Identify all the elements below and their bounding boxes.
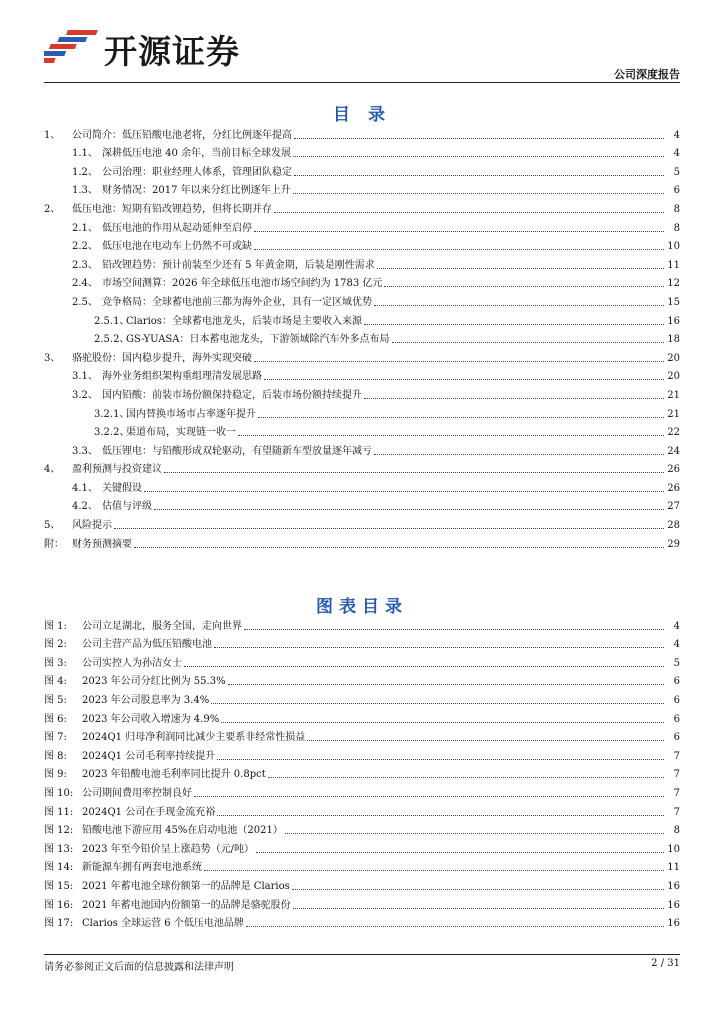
toc-entry-page: 4 [673, 129, 680, 141]
figure-entry-text: 公司实控人为孙洁女士 [82, 657, 182, 669]
toc-entry-label [44, 427, 236, 439]
figure-entry-label [44, 900, 291, 912]
dot-leader [384, 286, 664, 287]
figure-entry[interactable] [44, 819, 680, 838]
toc-entry-page: 20 [667, 352, 680, 364]
toc-entry-label [44, 278, 382, 290]
dot-leader [293, 193, 664, 194]
figure-entry-label [44, 825, 283, 837]
toc-entry[interactable] [44, 253, 680, 272]
logo-bar [66, 30, 98, 35]
toc-entry-label [44, 520, 112, 532]
brand-name: 开源证券 [104, 32, 240, 71]
dot-leader [256, 852, 664, 853]
toc-entry-number: 1.2、 [72, 166, 98, 178]
toc-entry-page: 22 [667, 427, 680, 439]
toc-entry-page: 4 [673, 148, 680, 160]
figure-entry-label [44, 658, 182, 670]
toc-entry-page: 11 [667, 259, 680, 271]
dot-leader [228, 684, 664, 685]
page-number: 2 / 31 [651, 958, 680, 969]
toc-entry-label [44, 148, 291, 160]
toc-entry[interactable] [44, 216, 680, 235]
toc-entry[interactable] [44, 160, 680, 179]
dot-leader [293, 156, 664, 157]
kaiyuan-logo-icon [44, 24, 104, 68]
toc-entry-page: 26 [667, 464, 680, 476]
figure-entry-page: 7 [673, 769, 680, 781]
toc-entry-text: 财务预测摘要 [72, 538, 132, 550]
toc-entry-label [44, 390, 362, 402]
figure-entry-number: 图 11: [44, 806, 74, 818]
toc-entry-label [44, 539, 132, 551]
figure-entry-label [44, 621, 242, 633]
report-type: 公司深度报告 [614, 68, 680, 81]
toc-entry-page: 28 [667, 520, 680, 532]
figure-entry[interactable] [44, 874, 680, 893]
dot-leader [292, 889, 664, 890]
toc-entry-text: 财务情况：2017 年以来分红比例逐年上升 [102, 185, 291, 197]
toc-entry[interactable] [44, 532, 680, 551]
dot-leader [214, 647, 664, 648]
dot-leader [377, 268, 664, 269]
toc-entry[interactable] [44, 458, 680, 477]
dot-leader [238, 435, 664, 436]
dot-leader [294, 175, 664, 176]
dot-leader [274, 212, 664, 213]
toc-entry-label [44, 204, 272, 216]
toc-entry[interactable] [44, 495, 680, 514]
figure-entry-number: 图 5: [44, 694, 67, 706]
dot-leader [264, 379, 664, 380]
figure-entry[interactable] [44, 614, 680, 633]
figure-entry-text: 2023 年铅酸电池毛利率同比提升 0.8pct [82, 769, 266, 781]
dot-leader [364, 398, 664, 399]
figure-entry-label [44, 881, 290, 893]
figure-entry-label [44, 788, 192, 800]
toc-entry-label [44, 241, 252, 253]
toc-entry-number: 3.1、 [72, 371, 98, 383]
toc-entry[interactable] [44, 309, 680, 328]
figure-entry-number: 图 17: [44, 918, 74, 930]
toc-entry-page: 21 [667, 408, 680, 420]
dot-leader [307, 740, 664, 741]
toc-entry-page: 16 [667, 315, 680, 327]
dot-leader [164, 472, 664, 473]
toc-entry-number: 2、 [44, 203, 61, 215]
disclaimer-note: 请务必参阅正文后面的信息披露和法律声明 [44, 962, 234, 973]
toc-entry-number: 1、 [44, 129, 61, 141]
dot-leader [221, 722, 664, 723]
toc-entry-number: 2.5.1、 [94, 315, 130, 327]
figure-entry-text: 2023 年至今铅价呈上涨趋势（元/吨） [82, 843, 254, 855]
figure-entry-number: 图 14: [44, 862, 74, 874]
toc-entry-page: 26 [667, 482, 680, 494]
toc-entry-text: Clarios：全球蓄电池龙头，后装市场是主要收入来源 [126, 315, 362, 327]
toc-entry-page: 8 [673, 203, 680, 215]
toc-entry[interactable] [44, 513, 680, 532]
figure-entry-number: 图 3: [44, 657, 67, 669]
figure-entry-label [44, 807, 215, 819]
toc-entry-text: 深耕低压电池 40 余年，当前目标全球发展 [102, 148, 292, 160]
dot-leader [246, 926, 664, 927]
figure-entry-label [44, 639, 212, 651]
toc-entry-label [44, 316, 362, 328]
toc-entry-number: 2.5.2、 [94, 334, 130, 346]
figure-entry-number: 图 2: [44, 639, 67, 651]
figure-entry-page: 4 [673, 639, 680, 651]
figure-entry-page: 8 [673, 825, 680, 837]
dot-leader [217, 759, 664, 760]
toc-entry-text: 低压电池在电动车上仍然不可或缺 [102, 241, 252, 253]
toc-entry[interactable] [44, 142, 680, 161]
toc-entry-number: 4、 [44, 464, 61, 476]
dot-leader [211, 703, 664, 704]
toc-entry-page: 10 [667, 241, 680, 253]
figure-entry-number: 图 4: [44, 676, 67, 688]
figure-entry-label [44, 844, 254, 856]
toc-entry-number: 4.1、 [72, 482, 98, 494]
figure-entry-label [44, 676, 226, 688]
figure-entry-text: 2021 年蓄电池国内份额第一的品牌是骆驼股份 [82, 899, 291, 911]
figure-entry[interactable] [44, 707, 680, 726]
figure-entry-page: 7 [673, 750, 680, 762]
figure-entry-page: 6 [673, 694, 680, 706]
dot-leader [374, 305, 664, 306]
toc-entry[interactable] [44, 476, 680, 495]
figure-entry-text: 新能源车拥有两套电池系统 [82, 862, 202, 874]
toc-entry-text: 低压电池：短期有铅改锂趋势，但将长期并存 [72, 203, 272, 215]
figure-entry[interactable] [44, 744, 680, 763]
toc-entry-label [44, 501, 152, 513]
dot-leader [217, 815, 664, 816]
dot-leader [114, 528, 664, 529]
figure-entry-number: 图 13: [44, 843, 74, 855]
figure-list-title: 图表目录 [316, 597, 408, 617]
dot-leader [392, 342, 664, 343]
toc-entry[interactable] [44, 179, 680, 198]
figure-entry-page: 10 [667, 843, 680, 855]
figure-entry[interactable] [44, 763, 680, 782]
toc-entry-label [44, 464, 162, 476]
figure-entry-label [44, 769, 266, 781]
toc-entry-page: 5 [673, 166, 680, 178]
toc-entry-number: 2.1、 [72, 222, 98, 234]
toc-entry[interactable] [44, 402, 680, 421]
toc-entry[interactable] [44, 383, 680, 402]
toc-entry-label [44, 353, 252, 365]
toc-entry-page: 20 [667, 371, 680, 383]
figure-entry-number: 图 7: [44, 732, 67, 744]
toc-entry-label [44, 130, 292, 142]
figure-entry[interactable] [44, 837, 680, 856]
toc-entry-page: 27 [667, 501, 680, 513]
toc-entry-text: 风险提示 [72, 520, 112, 532]
toc-entry[interactable] [44, 272, 680, 291]
toc-entry-number: 5、 [44, 520, 61, 532]
figure-entry-text: Clarios 全球运营 6 个低压电池品牌 [82, 918, 244, 930]
toc-entry-text: 公司治理：职业经理人体系，管理团队稳定 [102, 166, 292, 178]
figure-entry[interactable] [44, 633, 680, 652]
toc-entry-page: 8 [673, 222, 680, 234]
figure-entry-number: 图 9: [44, 769, 67, 781]
figure-entry-text: 2023 年公司收入增速为 4.9% [82, 713, 220, 725]
logo-bar [57, 37, 87, 42]
figure-entry-text: 2024Q1 公司毛利率持续提升 [82, 750, 216, 762]
figure-entry-label [44, 918, 244, 930]
figure-entry[interactable] [44, 781, 680, 800]
toc-entry-text: 骆驼股份：国内稳步提升，海外实现突破 [72, 352, 252, 364]
table-of-contents [44, 123, 680, 551]
figure-entry-label [44, 714, 219, 726]
toc-entry-text: GS-YUASA：日本蓄电池龙头，下游领域除汽车外多点布局 [126, 334, 390, 346]
figure-entry-page: 5 [673, 657, 680, 669]
figure-entry-label [44, 751, 215, 763]
figure-entry-number: 图 8: [44, 750, 67, 762]
figure-entry-page: 6 [673, 732, 680, 744]
logo-bar [44, 58, 56, 63]
toc-entry-number: 2.2、 [72, 241, 98, 253]
toc-entry-label [44, 185, 291, 197]
toc-entry-number: 1.1、 [72, 148, 98, 160]
figure-entry-text: 铅酸电池下游应用 45%在启动电池（2021） [82, 825, 283, 837]
figure-entry[interactable] [44, 800, 680, 819]
figure-entry-text: 公司主营产品为低压铅酸电池 [82, 639, 212, 651]
dot-leader [258, 417, 664, 418]
dot-leader [144, 491, 664, 492]
figure-entry-text: 2021 年蓄电池全球份额第一的品牌是 Clarios [82, 880, 290, 892]
toc-entry-number: 3.2.1、 [94, 408, 130, 420]
figure-entry-page: 16 [667, 880, 680, 892]
toc-entry[interactable] [44, 346, 680, 365]
header-divider [44, 82, 680, 83]
toc-entry[interactable] [44, 439, 680, 458]
figure-entry-label [44, 862, 202, 874]
toc-entry-page: 6 [673, 185, 680, 197]
figure-entry-text: 2023 年公司股息率为 3.4% [82, 694, 210, 706]
dot-leader [268, 777, 664, 778]
toc-entry-number: 2.5、 [72, 296, 98, 308]
dot-leader [364, 324, 664, 325]
toc-entry-text: 低压电池的作用从起动延伸至启停 [102, 222, 252, 234]
toc-entry-text: 铅改锂趋势：预计前装至少还有 5 年黄金期，后装是刚性需求 [102, 259, 375, 271]
toc-entry[interactable] [44, 197, 680, 216]
toc-entry-text: 渠道布局，实现链一收一 [126, 427, 236, 439]
figure-entry-text: 公司期间费用率控制良好 [82, 787, 192, 799]
toc-entry-number: 4.2、 [72, 501, 98, 513]
toc-entry-label [44, 483, 142, 495]
figure-entry-page: 6 [673, 713, 680, 725]
toc-entry-text: 海外业务组织架构重组理清发展思路 [102, 371, 262, 383]
toc-entry-text: 低压锂电：与铅酸形成双轮驱动，有望随新车型放量逐年减亏 [102, 445, 372, 457]
toc-entry[interactable] [44, 290, 680, 309]
toc-entry-label [44, 409, 256, 421]
toc-entry[interactable] [44, 365, 680, 384]
figure-entry[interactable] [44, 726, 680, 745]
toc-entry-number: 2.4、 [72, 278, 98, 290]
toc-entry-text: 盈利预测与投资建议 [72, 464, 162, 476]
toc-entry-text: 公司简介：低压铅酸电池老将，分红比例逐年提高 [72, 129, 292, 141]
figure-list [44, 614, 680, 930]
figure-entry-text: 公司立足湖北，服务全国，走向世界 [82, 620, 242, 632]
logo-bar [44, 51, 66, 56]
dot-leader [254, 361, 664, 362]
figure-entry-page: 4 [673, 620, 680, 632]
figure-entry-number: 图 10: [44, 787, 74, 799]
dot-leader [204, 870, 664, 871]
toc-entry-page: 29 [667, 538, 680, 550]
dot-leader [184, 666, 664, 667]
toc-entry-label [44, 371, 262, 383]
dot-leader [244, 629, 664, 630]
toc-entry-label [44, 297, 372, 309]
toc-entry-label [44, 446, 372, 458]
figure-entry-number: 图 6: [44, 713, 67, 725]
toc-entry-page: 24 [667, 445, 680, 457]
toc-entry-label [44, 260, 375, 272]
figure-entry-number: 图 15: [44, 880, 74, 892]
toc-entry-number: 1.3、 [72, 185, 98, 197]
figure-entry[interactable] [44, 893, 680, 912]
figure-entry[interactable] [44, 912, 680, 931]
toc-entry-page: 15 [667, 296, 680, 308]
dot-leader [293, 908, 664, 909]
figure-entry-label [44, 732, 305, 744]
figure-entry-page: 16 [667, 918, 680, 930]
dot-leader [285, 833, 664, 834]
toc-entry[interactable] [44, 421, 680, 440]
toc-entry-number: 3.2、 [72, 389, 98, 401]
figure-entry-text: 2023 年公司分红比例为 55.3% [82, 676, 226, 688]
toc-entry-label [44, 167, 292, 179]
toc-entry-label [44, 223, 252, 235]
toc-entry-number: 3、 [44, 352, 61, 364]
toc-entry-number: 3.3、 [72, 445, 98, 457]
figure-entry[interactable] [44, 651, 680, 670]
toc-entry-number: 3.2.2、 [94, 427, 130, 439]
dot-leader [134, 547, 664, 548]
toc-entry-text: 估值与评级 [102, 501, 152, 513]
figure-entry-page: 16 [667, 899, 680, 911]
toc-entry-text: 国内替换市场市占率逐年提升 [126, 408, 256, 420]
figure-entry[interactable] [44, 856, 680, 875]
toc-entry-text: 关键假设 [102, 482, 142, 494]
figure-entry-page: 7 [673, 787, 680, 799]
page-header [44, 22, 680, 82]
logo-bar [49, 44, 77, 49]
dot-leader [194, 796, 664, 797]
figure-entry-text: 2024Q1 公司在手现金流充裕 [82, 806, 216, 818]
toc-entry-label [44, 334, 390, 346]
dot-leader [294, 138, 664, 139]
toc-entry-page: 12 [667, 278, 680, 290]
toc-entry-number: 2.3、 [72, 259, 98, 271]
figure-entry-number: 图 16: [44, 899, 74, 911]
figure-entry-number: 图 1: [44, 620, 67, 632]
toc-entry[interactable] [44, 235, 680, 254]
figure-entry[interactable] [44, 670, 680, 689]
toc-entry[interactable] [44, 328, 680, 347]
figure-entry-number: 图 12: [44, 825, 74, 837]
toc-entry-number: 附： [44, 538, 64, 550]
dot-leader [254, 231, 664, 232]
figure-entry-page: 7 [673, 806, 680, 818]
dot-leader [254, 249, 664, 250]
toc-title: 目 录 [333, 105, 391, 125]
toc-entry-page: 18 [667, 334, 680, 346]
footer-divider [44, 954, 680, 955]
figure-entry-text: 2024Q1 归母净利润同比减少主要系非经常性损益 [82, 732, 306, 744]
figure-entry-label [44, 695, 209, 707]
figure-entry-page: 11 [667, 862, 680, 874]
toc-entry-text: 国内铅酸：前装市场份额保持稳定，后装市场份额持续提升 [102, 389, 362, 401]
dot-leader [374, 454, 664, 455]
toc-entry-page: 21 [667, 389, 680, 401]
toc-entry[interactable] [44, 123, 680, 142]
figure-entry[interactable] [44, 688, 680, 707]
figure-entry-page: 6 [673, 676, 680, 688]
toc-entry-text: 市场空间测算：2026 年全球低压电池市场空间约为 1783 亿元 [102, 278, 383, 290]
dot-leader [154, 509, 664, 510]
toc-entry-text: 竞争格局：全球蓄电池前三都为海外企业，具有一定区域优势 [102, 296, 372, 308]
